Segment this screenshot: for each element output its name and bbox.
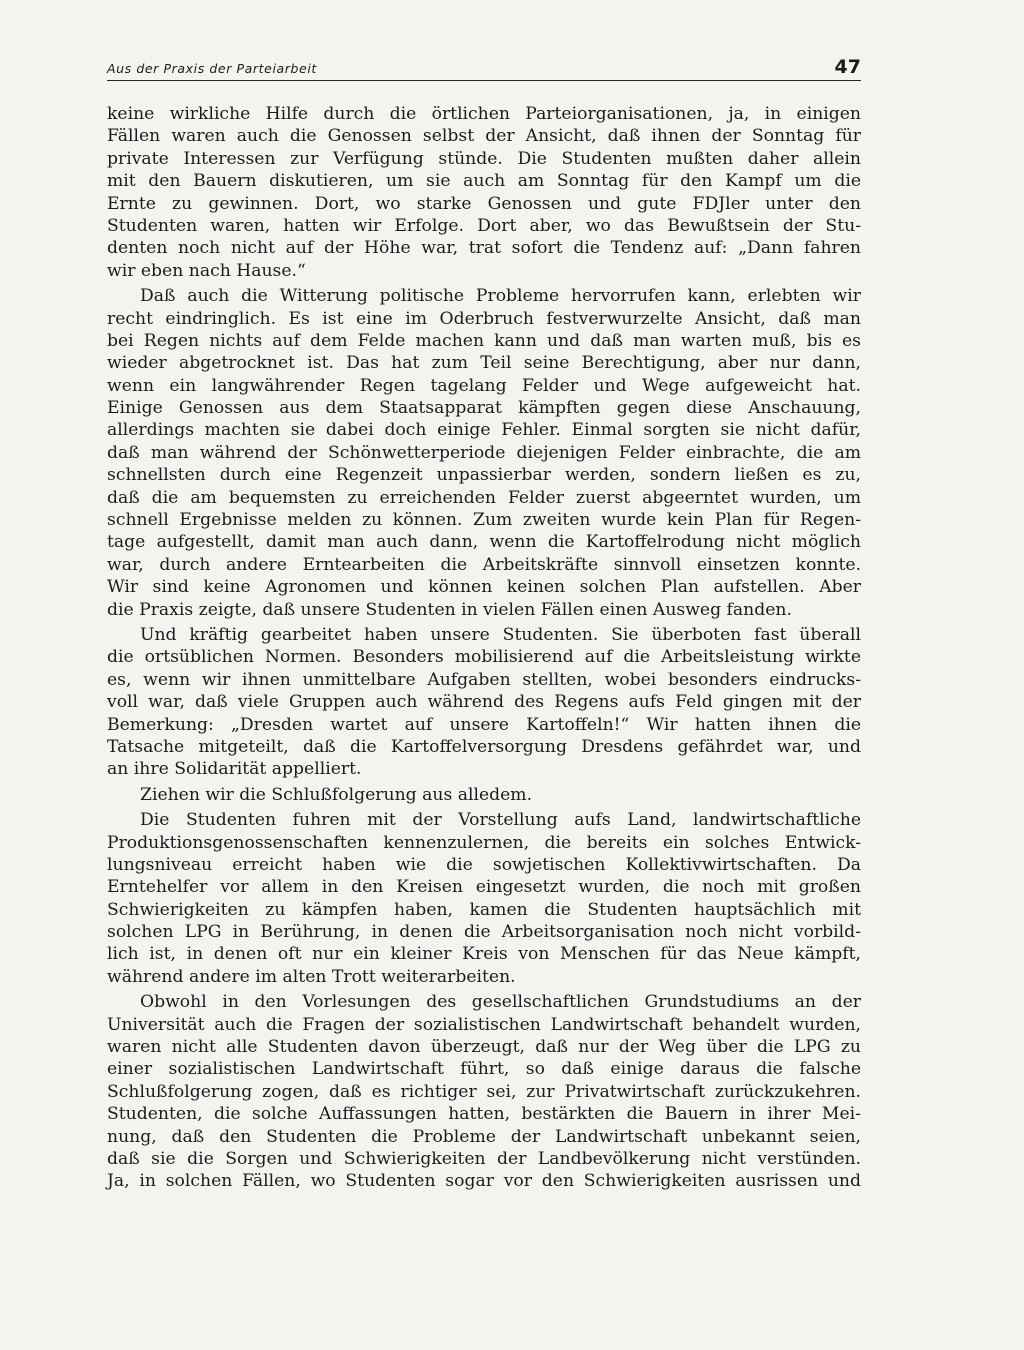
text-line: daß sie die Sorgen und Schwierigkeiten der Landbevölkerung nicht verstünden. — [107, 1148, 861, 1169]
text-line: wir eben nach Hause.“ — [107, 260, 306, 281]
text-line: schnell Ergebnisse melden zu können. Zum zweiten wurde kein Plan für Regen- — [107, 510, 861, 531]
text-line: Erntehelfer vor allem in den Kreisen eingesetzt wurden, die noch mit großen — [107, 877, 861, 898]
text-line: waren nicht alle Studenten davon überzeugt, daß nur der Weg über die LPG zu — [107, 1037, 861, 1058]
text-line: wenn ein langwährender Regen tagelang Felder und Wege aufgeweicht hat. — [107, 375, 861, 396]
text-line: bei Regen nichts auf dem Felde machen kann und daß man warten muß, bis es — [107, 330, 861, 351]
text-line: Fällen waren auch die Genossen selbst der Ansicht, daß ihnen der Sonntag für — [107, 126, 861, 147]
text-line: mit den Bauern diskutieren, um sie auch am Sonntag für den Kampf um die — [107, 171, 861, 192]
text-line: Schlußfolgerung zogen, daß es richtiger sei, zur Privatwirtschaft zurückzukehren. — [107, 1081, 861, 1102]
text-line: Produktionsgenossenschaften kennenzulernen, die bereits ein solches Entwick- — [107, 832, 861, 853]
text-line: es, wenn wir ihnen unmittelbare Aufgaben stellten, wobei besonders eindrucks- — [107, 669, 861, 690]
paragraph — [107, 624, 861, 781]
text-line: die Praxis zeigte, daß unsere Studenten in vielen Fällen einen Ausweg fanden. — [107, 599, 792, 620]
paragraph — [107, 809, 861, 988]
body-text — [107, 103, 861, 1193]
text-line: solchen LPG in Berührung, in denen die Arbeitsorganisation noch nicht vorbild- — [107, 922, 861, 943]
text-line: keine wirkliche Hilfe durch die örtlichen Parteiorganisationen, ja, in einigen — [107, 104, 861, 124]
paragraph — [107, 103, 861, 282]
text-line: daß man während der Schönwetterperiode diejenigen Felder einbrachte, die am — [107, 442, 861, 463]
running-head: Aus der Praxis der Parteiarbeit — [107, 61, 317, 76]
text-line: Bemerkung: „Dresden wartet auf unsere Kartoffeln!“ Wir hatten ihnen die — [107, 714, 861, 735]
text-line: Tatsache mitgeteilt, daß die Kartoffelversorgung Dresdens gefährdet war, und — [107, 736, 861, 757]
book-page — [107, 50, 861, 1310]
text-line: Daß auch die Witterung politische Probleme hervorrufen kann, erlebten wir — [140, 286, 861, 307]
text-line: daß die am bequemsten zu erreichenden Felder zuerst abgeerntet wurden, um — [107, 487, 861, 508]
text-line: Wir sind keine Agronomen und können keinen solchen Plan aufstellen. Aber — [107, 577, 861, 598]
page-header — [107, 50, 861, 81]
text-line: voll war, daß viele Gruppen auch während des Regens aufs Feld gingen mit der — [107, 692, 861, 713]
text-line: private Interessen zur Verfügung stünde. Die Studenten mußten daher allein — [107, 148, 861, 169]
text-line: schnellsten durch eine Regenzeit unpassierbar werden, sondern ließen es zu, — [107, 465, 861, 486]
text-line: lungsniveau erreicht haben wie die sowjetischen Kollektivwirtschaften. Da — [107, 854, 861, 875]
text-line: allerdings machten sie dabei doch einige Fehler. Einmal sorgten sie nicht dafür, — [107, 420, 861, 441]
text-line: Die Studenten fuhren mit der Vorstellung aufs Land, landwirtschaftliche — [140, 810, 861, 831]
page-number: 47 — [834, 56, 861, 78]
text-line: war, durch andere Erntearbeiten die Arbeitskräfte sinnvoll einsetzen konnte. — [107, 554, 861, 575]
text-line: einer sozialistischen Landwirtschaft führt, so daß einige daraus die falsche — [107, 1059, 861, 1080]
text-line: denten noch nicht auf der Höhe war, trat sofort die Tendenz auf: „Dann fahren — [107, 238, 861, 259]
text-line: Studenten, die solche Auffassungen hatten, bestärkten die Bauern in ihrer Mei- — [107, 1104, 861, 1125]
paragraph — [107, 285, 861, 621]
text-line: Studenten waren, hatten wir Erfolge. Dort aber, wo das Bewußtsein der Stu- — [107, 215, 861, 236]
text-line: Ziehen wir die Schlußfolgerung aus alledem. — [140, 784, 533, 805]
text-line: die ortsüblichen Normen. Besonders mobilisierend auf die Arbeitsleistung wirkte — [107, 647, 861, 668]
text-line: wieder abgetrocknet ist. Das hat zum Teil seine Berechtigung, aber nur dann, — [107, 353, 861, 374]
text-line: Obwohl in den Vorlesungen des gesellschaftlichen Grundstudiums an der — [140, 992, 861, 1013]
text-line: Ernte zu gewinnen. Dort, wo starke Genossen und gute FDJler unter den — [107, 193, 861, 214]
text-line: tage aufgestellt, damit man auch dann, wenn die Kartoffelrodung nicht möglich — [107, 532, 861, 553]
text-line: Universität auch die Fragen der sozialistischen Landwirtschaft behandelt wurden, — [107, 1014, 861, 1035]
text-line: Schwierigkeiten zu kämpfen haben, kamen die Studenten hauptsächlich mit — [107, 899, 861, 920]
paragraph — [107, 991, 861, 1193]
text-line: Ja, in solchen Fällen, wo Studenten sogar vor den Schwierigkeiten ausrissen und — [107, 1171, 861, 1192]
paragraph — [107, 784, 861, 806]
text-line: Und kräftig gearbeitet haben unsere Studenten. Sie überboten fast überall — [140, 624, 861, 645]
text-line: lich ist, in denen oft nur ein kleiner Kreis von Menschen für das Neue kämpft, — [107, 944, 861, 965]
text-line: nung, daß den Studenten die Probleme der Landwirtschaft unbekannt seien, — [107, 1126, 861, 1147]
text-line: an ihre Solidarität appelliert. — [107, 759, 362, 780]
text-line: während andere im alten Trott weiterarbeiten. — [107, 966, 516, 987]
text-line: recht eindringlich. Es ist eine im Oderbruch festverwurzelte Ansicht, daß man — [107, 308, 861, 329]
text-line: Einige Genossen aus dem Staatsapparat kämpften gegen diese Anschauung, — [107, 398, 861, 419]
